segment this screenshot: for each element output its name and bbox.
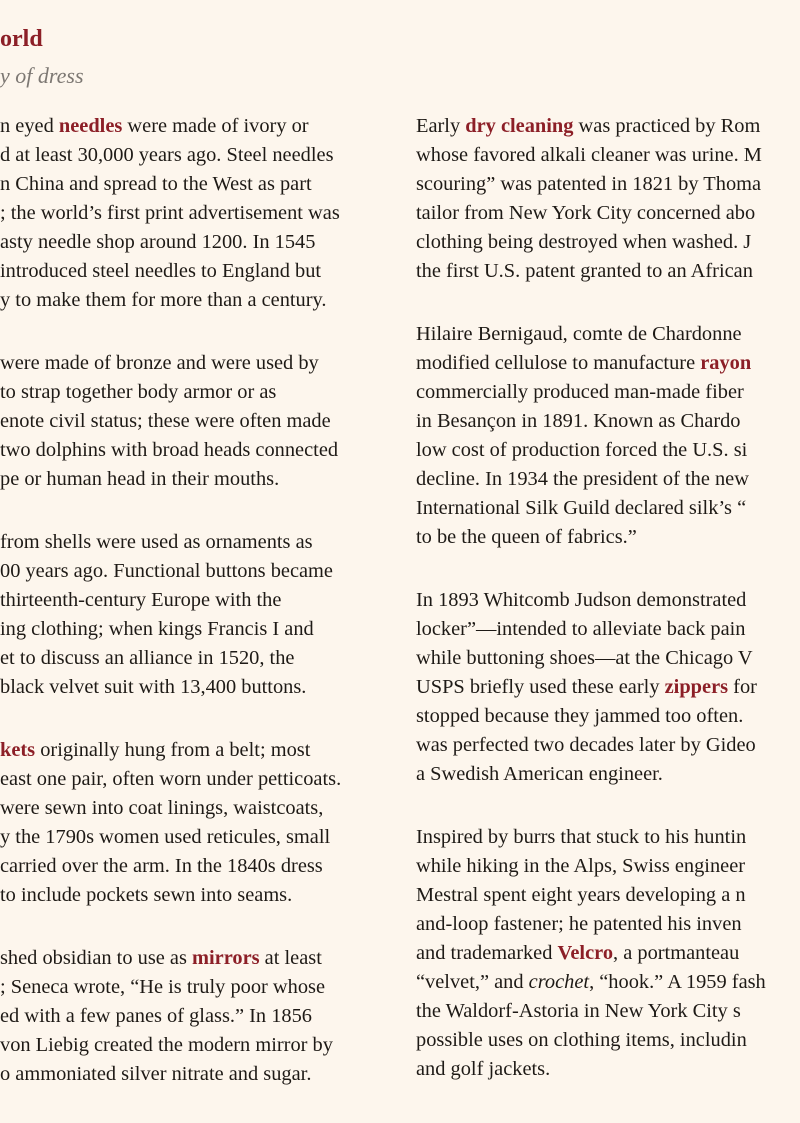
text-run: n China and spread to the West as part [0,173,312,195]
text-run: in Besançon in 1891. Known as Chardo [416,410,741,432]
text-line [0,436,400,465]
text-run: was perfected two decades later by Gideo [416,734,756,756]
text-line [416,673,800,702]
text-line [416,494,800,523]
text-line [416,349,800,378]
text-run: o ammoniated silver nitrate and sugar. [0,1063,312,1085]
text-run: were sewn into coat linings, waistcoats, [0,797,324,819]
text-run: were made of bronze and were used by [0,352,319,374]
keyword: dry cleaning [465,115,574,137]
keyword: zippers [664,676,729,698]
text-line [416,170,800,199]
keyword: Velcro [557,942,614,964]
text-run: decline. In 1934 the president of the new [416,468,749,490]
text-run: shed obsidian to use as [0,947,192,969]
text-line [0,228,400,257]
text-run: “velvet,” and [416,971,529,993]
text-line [416,112,800,141]
text-run: and-loop fastener; he patented his inven [416,913,742,935]
text-line [416,997,800,1026]
text-line [416,586,800,615]
text-line [0,528,400,557]
paragraph [0,528,400,702]
text-run: von Liebig created the modern mirror by [0,1034,333,1056]
text-run: y the 1790s women used reticules, small [0,826,331,848]
text-run: ed with a few panes of glass.” In 1856 [0,1005,313,1027]
text-line [0,170,400,199]
keyword: kets [0,739,36,761]
text-run: ing clothing; when kings Francis I and [0,618,314,640]
section-subtitle: y of dress [0,63,84,88]
text-run: black velvet suit with 13,400 buttons. [0,676,307,698]
text-line [416,1026,800,1055]
text-line [0,673,400,702]
text-run: were made of ivory or [122,115,309,137]
text-run: possible uses on clothing items, includin [416,1029,747,1051]
text-run: Inspired by burrs that stuck to his huntin [416,826,747,848]
text-run: d at least 30,000 years ago. Steel needles [0,144,334,166]
text-run: n eyed [0,115,59,137]
text-line [416,436,800,465]
text-line [0,944,400,973]
text-line [416,760,800,789]
text-run: asty needle shop around 1200. In 1545 [0,231,316,253]
text-line [416,199,800,228]
text-line [0,586,400,615]
text-line [0,852,400,881]
text-run: clothing being destroyed when washed. J [416,231,752,253]
paragraph [416,320,800,552]
text-line [416,465,800,494]
text-line [416,939,800,968]
text-line [0,557,400,586]
text-line [416,257,800,286]
text-line [416,320,800,349]
text-run: to be the queen of fabrics.” [416,526,637,548]
text-run: stopped because they jammed too often. [416,705,744,727]
text-line [416,823,800,852]
text-line [416,228,800,257]
section-title: orld [0,26,43,52]
text-line [0,823,400,852]
text-run: at least [259,947,322,969]
text-run: was practiced by Rom [573,115,761,137]
text-run: introduced steel needles to England but [0,260,322,282]
keyword: mirrors [192,947,260,969]
text-run: a Swedish American engineer. [416,763,663,785]
text-line [0,407,400,436]
text-line [0,199,400,228]
text-run: low cost of production forced the U.S. si [416,439,748,461]
text-line [416,644,800,673]
text-line [0,644,400,673]
text-run: scouring” was patented in 1821 by Thoma [416,173,762,195]
text-run: ; the world’s first print advertisement was [0,202,340,224]
text-line [416,731,800,760]
text-line [0,465,400,494]
text-run: locker”—intended to alleviate back pain [416,618,746,640]
text-run: to strap together body armor or as [0,381,277,403]
text-line [416,523,800,552]
text-run: from shells were used as ornaments as [0,531,313,553]
text-line [416,852,800,881]
paragraph [416,586,800,789]
text-run: for [728,676,757,698]
paragraph [416,823,800,1084]
text-line [0,1060,400,1089]
text-run: et to discuss an alliance in 1520, the [0,647,295,669]
text-run: enote civil status; these were often made [0,410,331,432]
text-run: originally hung from a belt; most [35,739,311,761]
text-line [0,1002,400,1031]
text-line [416,378,800,407]
text-run: two dolphins with broad heads connected [0,439,339,461]
text-run: modified cellulose to manufacture [416,352,701,374]
keyword: needles [58,115,123,137]
text-line [0,881,400,910]
text-line [416,1055,800,1084]
paragraph [0,736,400,910]
text-run: commercially produced man-made fiber [416,381,744,403]
text-run: , “hook.” A 1959 fash [589,971,766,993]
text-line [0,112,400,141]
text-run: International Silk Guild declared silk’s “ [416,497,747,519]
right-column [416,112,800,1118]
text-run: In 1893 Whitcomb Judson demonstrated [416,589,747,611]
text-run: Hilaire Bernigaud, comte de Chardonne [416,323,742,345]
paragraph [0,349,400,494]
text-line [0,794,400,823]
text-line [416,407,800,436]
text-line [0,765,400,794]
paragraph [0,944,400,1089]
text-run: the first U.S. patent granted to an African [416,260,753,282]
text-line [416,141,800,170]
paragraph [416,112,800,286]
text-run: while buttoning shoes—at the Chicago V [416,647,753,669]
text-line [416,968,800,997]
text-run: carried over the arm. In the 1840s dress [0,855,323,877]
text-run: while hiking in the Alps, Swiss engineer [416,855,746,877]
text-run: Early [416,115,466,137]
text-run: pe or human head in their mouths. [0,468,280,490]
text-run: tailor from New York City concerned abo [416,202,756,224]
text-run: thirteenth-century Europe with the [0,589,282,611]
keyword: rayon [700,352,752,374]
text-line [0,1031,400,1060]
text-run: y to make them for more than a century. [0,289,327,311]
text-line [0,257,400,286]
text-line [416,702,800,731]
text-line [0,378,400,407]
text-run: USPS briefly used these early [416,676,665,698]
text-run: the Waldorf-Astoria in New York City s [416,1000,741,1022]
text-run: , a portmanteau [613,942,740,964]
text-run: and trademarked [416,942,558,964]
text-line [0,736,400,765]
text-run: and golf jackets. [416,1058,551,1080]
text-line [0,615,400,644]
left-column [0,112,400,1123]
text-line [0,973,400,1002]
text-line [0,349,400,378]
text-run: to include pockets sewn into seams. [0,884,293,906]
text-line [416,881,800,910]
text-run: 00 years ago. Functional buttons became [0,560,333,582]
paragraph [0,112,400,315]
text-run: ; Seneca wrote, “He is truly poor whose [0,976,326,998]
text-line [416,910,800,939]
text-run: whose favored alkali cleaner was urine. M [416,144,762,166]
text-line [0,286,400,315]
italic-term: crochet [528,971,590,993]
text-line [416,615,800,644]
text-line [0,141,400,170]
text-run: Mestral spent eight years developing a n [416,884,746,906]
text-run: east one pair, often worn under petticoats. [0,768,342,790]
